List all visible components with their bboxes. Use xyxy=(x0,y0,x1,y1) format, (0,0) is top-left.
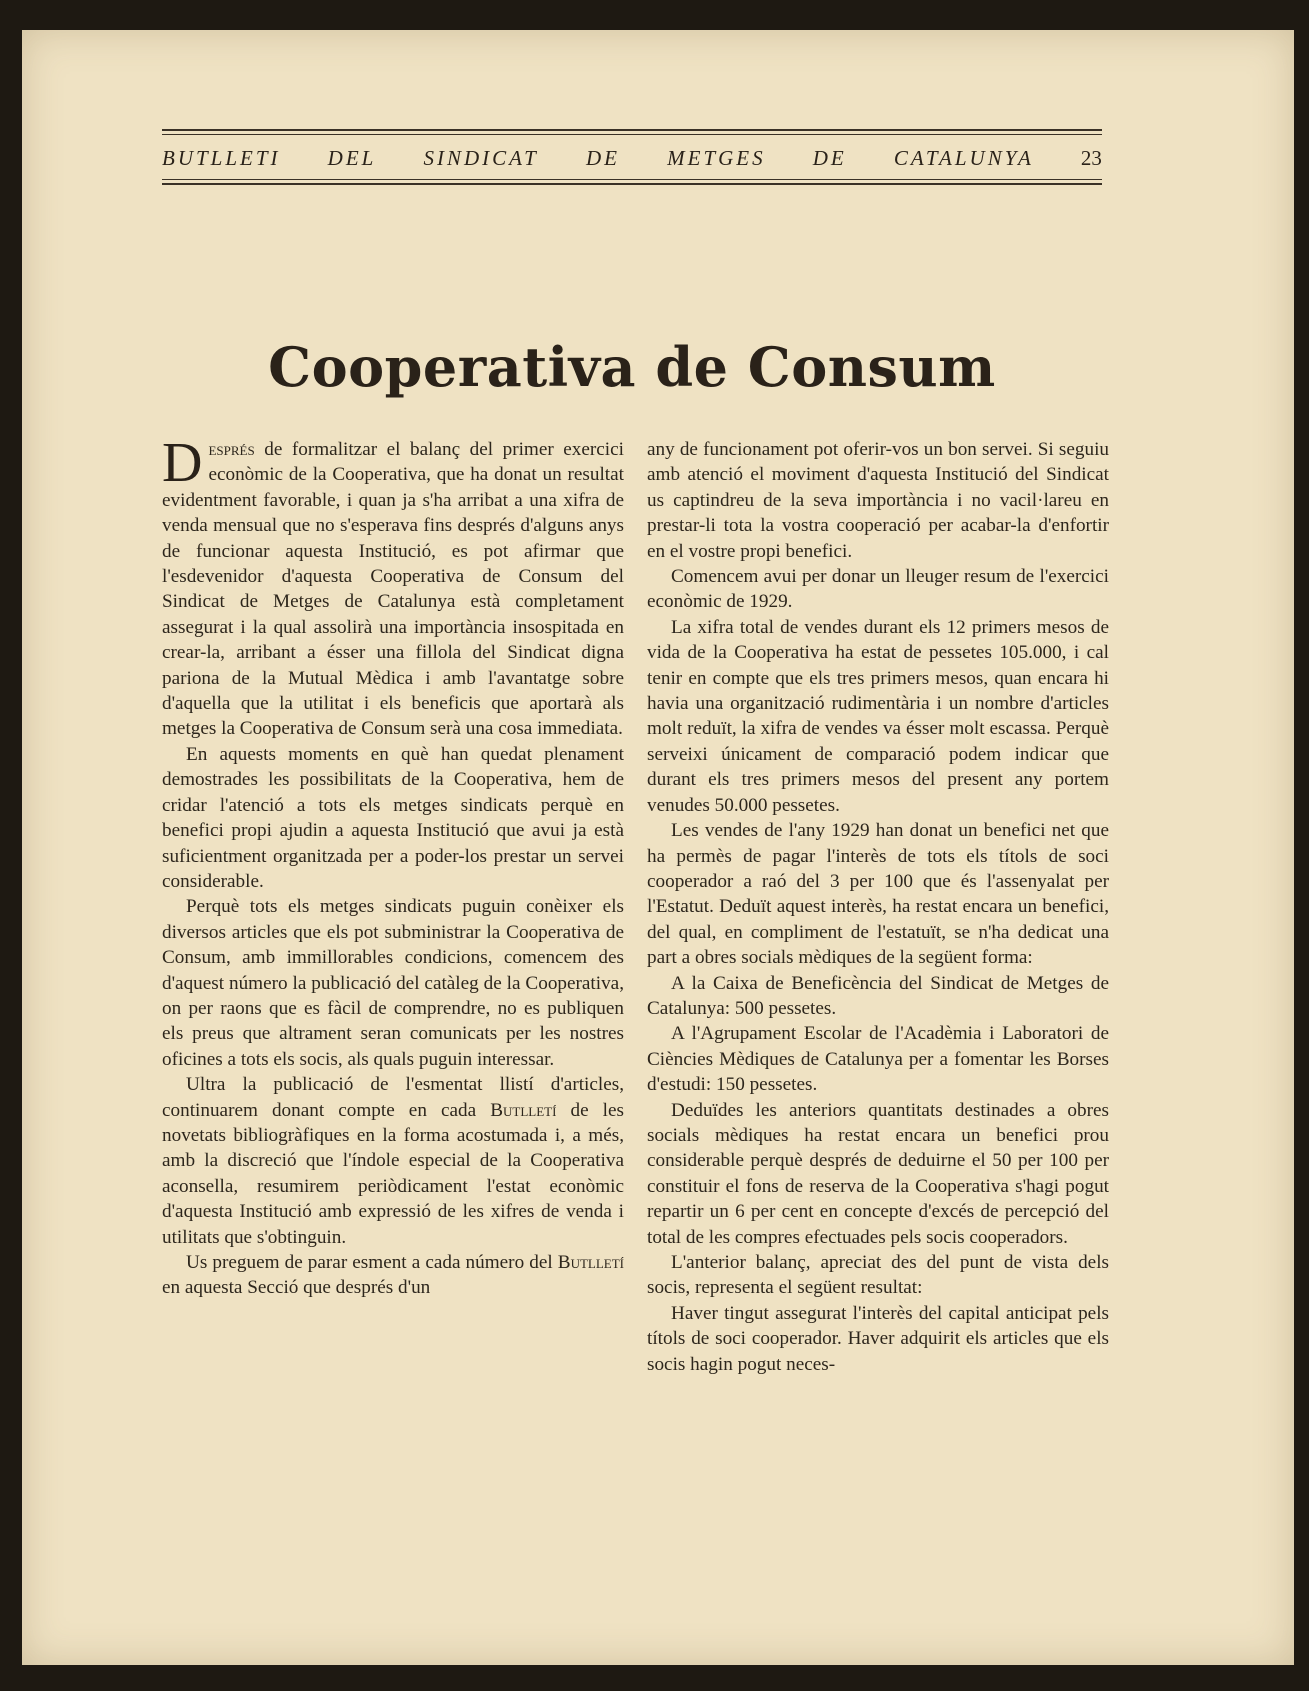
paragraph: Les vendes de l'any 1929 han donat un benefici net que ha permès de pagar l'interès de tots els títols de soci cooperador a raó del 3 per 100 que és l'assenyalat per l'Estatut. Deduït aquest interès, ha restat encara un benefici, del qual, en compliment de l'estatuït, se n'ha dedicat una part a obres socials mèdiques de la següent forma: xyxy=(647,820,1109,969)
opening-smallcaps: esprés xyxy=(208,439,255,460)
paragraph: A l'Agrupament Escolar de l'Acadèmia i Laboratori de Ciències Mèdiques de Catalunya per a fomentar les Borses d'estudi: 150 pessetes. xyxy=(647,1023,1109,1096)
masthead-word: DE xyxy=(812,145,847,170)
paragraph: any de funcionament pot oferir-vos un bon servei. Si seguiu amb atenció el moviment d'aquesta Institució del Sindicat us captindreu de la seva importància i no vacil·lareu en prestar-li tota la vostra cooperació per acabar-la d'enfortir en el vostre propi benefici. xyxy=(647,439,1109,562)
masthead-word: SINDICAT xyxy=(423,145,539,170)
paragraph: En aquests moments en què han quedat plenament demostrades les possibilitats de la Cooperativa, hem de cridar l'atenció a tots els metges sindicats perquè en benefici propi ajudin a aquesta Institució que avui ja està suficientment organitzada per a poder-los prestar un servei considerable. xyxy=(162,743,624,892)
masthead-top-rule xyxy=(162,129,1102,131)
butlleti-smallcaps: Butlletí xyxy=(557,1252,624,1273)
masthead-word: DEL xyxy=(327,145,377,170)
paragraph xyxy=(162,432,624,742)
paragraph-text: Us preguem de parar esment a cada número del xyxy=(186,1252,558,1273)
paragraph: Deduïdes les anteriors quantitats destinades a obres socials mèdiques ha restat encara un benefici prou considerable perquè després de deduirne el 50 per 100 per constituir el fons de reserva de la Cooperativa s'hagi pogut repartir un 6 per cent en concepte d'excés de percepció del total de les compres efectuades pels socis cooperadors. xyxy=(647,1099,1109,1248)
paragraph-text: de formalitzar el balanç del primer exercici econòmic de la Cooperativa, que ha donat un resultat evidentment favorable, i quan ja s'ha arribat a una xifra de venda mensual que no s'esperava fins després d'alguns anys de funcionar aquesta Institució, es pot afirmar que l'esdevenidor d'aquesta Cooperativa de Consum del Sindicat de Metges de Catalunya està completament assegurat i la qual assolirà una importància insospitada en crear-la, arribant a ésser una fillola del Sindicat digna pariona de la Mutual Mèdica i amb l'avantatge sobre d'aquella que la utilitat i els beneficis que aportarà als metges la Cooperativa de Consum serà una cosa immediata. xyxy=(162,439,624,740)
paragraph: L'anterior balanç, apreciat des del punt de vista dels socis, representa el següent resultat: xyxy=(647,1252,1109,1299)
paragraph: Haver tingut assegurat l'interès del capital anticipat pels títols de soci cooperador. Haver adquirit els articles que els socis hagin pogut neces- xyxy=(647,1302,1109,1375)
masthead-text xyxy=(162,143,1102,173)
paragraph: A la Caixa de Beneficència del Sindicat de Metges de Catalunya: 500 pessetes. xyxy=(647,972,1109,1019)
masthead-word: DE xyxy=(586,145,620,170)
masthead xyxy=(162,129,1102,185)
paragraph-text: en aquesta Secció que després d'un xyxy=(162,1277,431,1299)
masthead-top-rule-thin xyxy=(162,134,1102,135)
paragraph xyxy=(162,1250,624,1301)
masthead-bottom-rule xyxy=(162,183,1102,185)
masthead-word: BUTLLETI xyxy=(162,145,281,170)
paragraph: La xifra total de vendes durant els 12 primers mesos de vida de la Cooperativa ha estat de pessetes 105.000, i cal tenir en compte que els tres primers mesos, quan encara hi havia una organització rudimentària i un nombre d'articles molt reduït, la xifra de vendes va ésser molt escassa. Perquè serveixi únicament de comparació podem indicar que durant els tres primers mesos del present any portem venudes 50.000 pessetes. xyxy=(647,616,1109,816)
paragraph xyxy=(162,1072,624,1250)
page-number: 23 xyxy=(1080,145,1102,170)
paragraph: Comencem avui per donar un lleuger resum de l'exercici econòmic de 1929. xyxy=(647,566,1109,613)
left-column xyxy=(162,432,624,1301)
masthead-bottom-rule-thin xyxy=(162,179,1102,180)
masthead-word: CATALUNYA xyxy=(893,145,1034,170)
paragraph: Perquè tots els metges sindicats puguin conèixer els diversos articles que els pot subministrar la Cooperativa de Consum, amb immillorables condicions, comencem des d'aquest número la publicació del catàleg de la Cooperativa, on per raons que es fàcil de comprendre, no es publiquen els preus que altrament seran comunicats per les nostres oficines a tots els socis, als quals puguin interessar. xyxy=(162,896,624,1070)
masthead-word: METGES xyxy=(667,145,766,170)
paragraph-text: Ultra la publicació de l'esmentat llistí d'articles, continuarem donant compte en cada xyxy=(162,1074,624,1121)
article-title: Cooperativa de Consum xyxy=(268,335,996,399)
drop-cap: D xyxy=(162,432,203,494)
butlleti-smallcaps: Butlletí xyxy=(490,1099,557,1121)
right-column xyxy=(647,437,1109,1377)
paragraph-text: de les novetats bibliogràfiques en la forma acostumada i, a més, amb la discreció que l'índole especial de la Cooperativa aconsella, resumirem periòdicament l'estat econòmic d'aquesta Institució amb expressió de les xifres de venda i utilitats que s'obtinguin. xyxy=(162,1099,624,1248)
